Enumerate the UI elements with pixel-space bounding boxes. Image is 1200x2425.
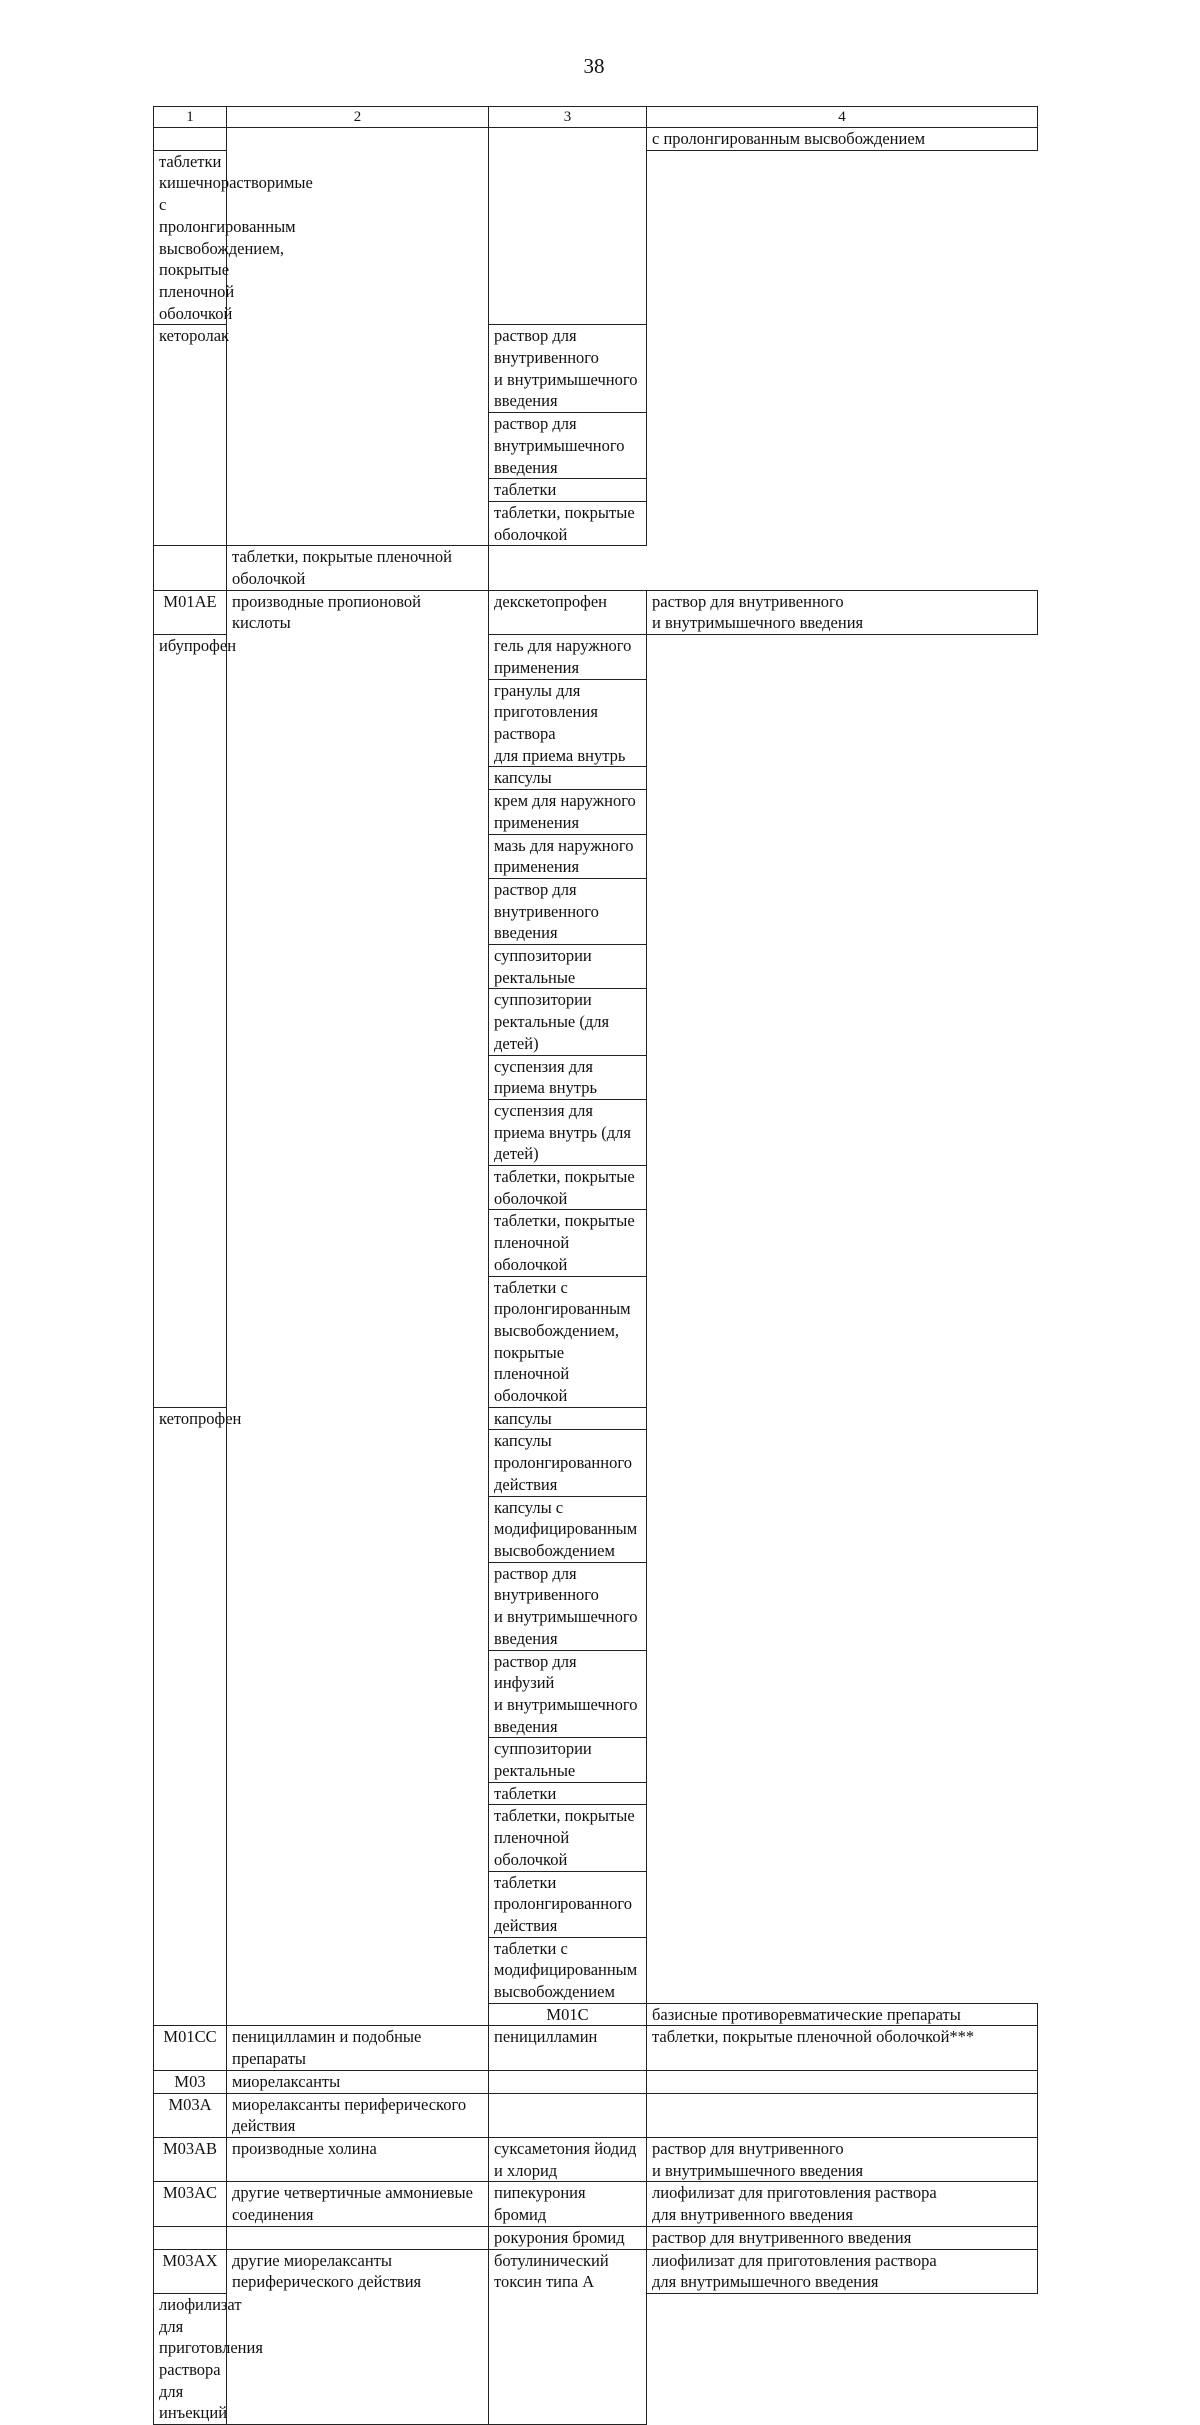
atc-code-cell: M03 bbox=[154, 2070, 227, 2093]
dosage-form-cell bbox=[647, 590, 1038, 634]
dosage-form-cell bbox=[154, 150, 313, 325]
dosage-form-line: гель для наружного применения bbox=[494, 636, 632, 677]
dosage-form-line: с пролонгированным высвобождением bbox=[652, 129, 926, 148]
header-col-3: 3 bbox=[489, 107, 647, 128]
group-name-cell: пеницилламин и подобные препараты bbox=[227, 2026, 489, 2070]
drug-name-cell: рокурония бромид bbox=[489, 2226, 647, 2249]
dosage-form-line: таблетки с модифицированным bbox=[494, 1938, 638, 1980]
table-row bbox=[154, 2182, 1038, 2226]
dosage-form-cell bbox=[647, 2093, 1038, 2137]
dosage-form-cell bbox=[647, 2226, 1038, 2249]
dosage-form-line: мазь для наружного применения bbox=[494, 835, 634, 877]
group-name-cell: другие четвертичные аммониевые соединения bbox=[227, 2182, 489, 2226]
dosage-form-line: суппозитории ректальные bbox=[494, 946, 592, 987]
dosage-form-line: суспензия для приема внутрь bbox=[494, 1056, 598, 1098]
dosage-form-line: для внутримышечного введения bbox=[652, 2272, 879, 2292]
dosage-form-cell bbox=[154, 2293, 263, 2424]
dosage-form-line: покрытые пленочной оболочкой bbox=[159, 260, 235, 323]
dosage-form-cell bbox=[489, 501, 647, 545]
group-name-cell: производные пропионовой кислоты bbox=[227, 590, 489, 2026]
drug-name-cell: пеницилламин bbox=[489, 2026, 647, 2070]
dosage-form-line: раствор для внутривенного bbox=[494, 1563, 599, 1605]
dosage-form-line: раствор для внутривенного bbox=[652, 591, 844, 611]
header-col-1: 1 bbox=[154, 107, 227, 128]
dosage-form-cell bbox=[647, 2182, 1038, 2226]
dosage-form-line: таблетки, покрытые пленочной оболочкой bbox=[232, 547, 453, 589]
table-row bbox=[154, 546, 1038, 590]
dosage-form-line: таблетки с пролонгированным bbox=[494, 1277, 631, 1319]
dosage-form-cell bbox=[489, 878, 647, 944]
atc-code-cell: M01C bbox=[489, 2003, 647, 2026]
dosage-form-line: для внутривенного введения bbox=[652, 2205, 853, 2225]
dosage-form-line: капсулы bbox=[494, 768, 552, 788]
drug-name-cell: декскетопрофен bbox=[489, 590, 647, 634]
table-row bbox=[154, 2070, 1038, 2093]
drug-name-cell: ибупрофен bbox=[154, 635, 227, 1408]
dosage-form-cell bbox=[489, 945, 647, 989]
dosage-form-line: лиофилизат для приготовления раствора bbox=[652, 2250, 937, 2270]
dosage-form-cell bbox=[489, 767, 647, 790]
dosage-form-line: с пролонгированным высвобождением, bbox=[159, 195, 296, 258]
drug-name-cell: кетопрофен bbox=[154, 1407, 227, 2026]
dosage-form-line: таблетки bbox=[494, 1783, 557, 1803]
dosage-form-cell bbox=[489, 1496, 647, 1562]
dosage-form-line: таблетки, покрытые пленочной оболочкой bbox=[494, 1806, 635, 1869]
dosage-form-cell bbox=[489, 1738, 647, 1782]
group-name-cell: производные холина bbox=[227, 2137, 489, 2181]
atc-code-cell bbox=[154, 2226, 227, 2249]
dosage-form-line: и внутримышечного введения bbox=[494, 1694, 638, 1736]
dosage-form-line: для инъекций bbox=[159, 2381, 228, 2423]
drug-name-cell: пипекурония бромид bbox=[489, 2182, 647, 2226]
dosage-form-cell bbox=[647, 2070, 1038, 2093]
drug-name-cell bbox=[489, 128, 647, 325]
dosage-form-cell bbox=[489, 1210, 647, 1276]
table-row bbox=[154, 590, 1038, 634]
table-row bbox=[154, 2137, 1038, 2181]
dosage-form-line: и внутримышечного введения bbox=[652, 613, 864, 633]
dosage-form-line: капсулы с модифицированным bbox=[494, 1497, 638, 1539]
table-header-row bbox=[154, 107, 1038, 128]
page-number: 38 bbox=[583, 54, 605, 78]
table-row bbox=[154, 2249, 1038, 2293]
header-col-2: 2 bbox=[227, 107, 489, 128]
dosage-form-line: раствор для внутривенного bbox=[494, 326, 599, 368]
dosage-form-cell bbox=[489, 1937, 647, 2003]
dosage-form-line: лиофилизат для приготовления раствора bbox=[652, 2183, 937, 2203]
dosage-form-cell bbox=[489, 1805, 647, 1871]
dosage-form-cell bbox=[489, 790, 647, 834]
dosage-form-cell bbox=[489, 1055, 647, 1099]
dosage-form-cell bbox=[489, 479, 647, 502]
dosage-form-cell bbox=[647, 128, 1038, 151]
atc-code-cell bbox=[154, 128, 227, 151]
dosage-form-line: таблетки кишечнорастворимые bbox=[159, 151, 313, 193]
dosage-form-cell bbox=[489, 325, 647, 413]
table-body bbox=[154, 128, 1038, 2425]
table-row bbox=[154, 128, 1038, 151]
dosage-form-cell bbox=[227, 546, 489, 590]
group-name-cell bbox=[227, 2226, 489, 2249]
atc-code-cell: M01CC bbox=[154, 2026, 227, 2070]
dosage-form-line: высвобождением bbox=[494, 1982, 615, 2002]
dosage-form-cell bbox=[489, 1166, 647, 1210]
table-row bbox=[154, 2093, 1038, 2137]
dosage-form-cell bbox=[489, 1407, 647, 1430]
dosage-form-line: раствор для внутривенного введения bbox=[494, 879, 599, 943]
atc-code-cell: M03AB bbox=[154, 2137, 227, 2181]
drug-name-cell bbox=[489, 2070, 647, 2093]
drug-table bbox=[153, 106, 1038, 2425]
dosage-form-line: раствор для инфузий bbox=[494, 1651, 577, 1693]
dosage-form-line: таблетки, покрытые оболочкой bbox=[494, 1167, 635, 1208]
dosage-form-line: и внутримышечного введения bbox=[494, 1607, 638, 1648]
dosage-form-line: суппозитории ректальные bbox=[494, 1739, 592, 1781]
dosage-form-line: таблетки, покрытые оболочкой bbox=[494, 502, 635, 544]
dosage-form-cell bbox=[489, 834, 647, 878]
atc-code-cell: M03AX bbox=[154, 2249, 227, 2293]
group-name-cell: другие миорелаксанты периферического действия bbox=[227, 2249, 489, 2425]
drug-name-cell: суксаметония йодид и хлорид bbox=[489, 2137, 647, 2181]
dosage-form-line: таблетки пролонгированного действия bbox=[494, 1872, 632, 1935]
dosage-form-line: для приема внутрь bbox=[494, 745, 626, 765]
drug-name-cell: кеторолак bbox=[154, 325, 227, 546]
dosage-form-line: и внутримышечного введения bbox=[494, 369, 638, 411]
dosage-form-line: капсулы bbox=[494, 1408, 552, 1428]
dosage-form-line: таблетки bbox=[494, 480, 557, 500]
table-row bbox=[154, 2226, 1038, 2249]
atc-code-cell: M03A bbox=[154, 2093, 227, 2137]
dosage-form-line: суспензия для приема внутрь (для детей) bbox=[494, 1100, 631, 1164]
drug-name-cell bbox=[489, 2093, 647, 2137]
dosage-form-cell bbox=[489, 1099, 647, 1165]
dosage-form-cell bbox=[489, 989, 647, 1055]
dosage-form-line: раствор для внутривенного введения bbox=[652, 2227, 912, 2247]
dosage-form-cell bbox=[489, 679, 647, 767]
dosage-form-cell bbox=[489, 1562, 647, 1650]
dosage-form-line: раствор для внутримышечного введения bbox=[494, 414, 625, 477]
atc-code-cell: M01AE bbox=[154, 590, 227, 634]
dosage-form-line: оболочкой bbox=[494, 1386, 568, 1406]
dosage-form-line: таблетки, покрытые пленочной оболочкой bbox=[494, 1211, 635, 1274]
drug-name-cell: ботулинический токсин типа А bbox=[489, 2249, 647, 2425]
dosage-form-cell bbox=[489, 1650, 647, 1738]
dosage-form-cell bbox=[647, 2249, 1038, 2293]
dosage-form-cell bbox=[489, 1430, 647, 1496]
dosage-form-line: раствор для внутривенного bbox=[652, 2138, 844, 2158]
dosage-form-line: гранулы для приготовления раствора bbox=[494, 680, 598, 743]
dosage-form-cell bbox=[647, 2137, 1038, 2181]
dosage-form-line: крем для наружного применения bbox=[494, 791, 636, 832]
dosage-form-line: капсулы пролонгированного действия bbox=[494, 1431, 632, 1494]
dosage-form-cell bbox=[489, 413, 647, 479]
dosage-form-line: высвобождением bbox=[494, 1541, 615, 1560]
header-col-4: 4 bbox=[647, 107, 1038, 128]
group-name-cell: миорелаксанты периферического действия bbox=[227, 2093, 489, 2137]
dosage-form-line: таблетки, покрытые пленочной оболочкой*** bbox=[652, 2027, 975, 2047]
atc-code-cell bbox=[154, 546, 227, 590]
dosage-form-cell bbox=[647, 2026, 1038, 2070]
atc-code-cell: M03AC bbox=[154, 2182, 227, 2226]
dosage-form-line: лиофилизат для приготовления раствора bbox=[159, 2294, 263, 2380]
dosage-form-cell bbox=[489, 1782, 647, 1805]
dosage-form-cell bbox=[489, 635, 647, 679]
dosage-form-line: суппозитории ректальные (для детей) bbox=[494, 990, 610, 1053]
dosage-form-cell bbox=[489, 1871, 647, 1937]
dosage-form-line: и внутримышечного введения bbox=[652, 2160, 864, 2180]
dosage-form-cell bbox=[489, 1276, 647, 1407]
group-name-cell: миорелаксанты bbox=[227, 2070, 489, 2093]
table-row bbox=[154, 2026, 1038, 2070]
dosage-form-line: высвобождением, покрытые пленочной bbox=[494, 1320, 620, 1384]
group-name-cell: базисные противоревматические препараты bbox=[647, 2003, 1038, 2026]
